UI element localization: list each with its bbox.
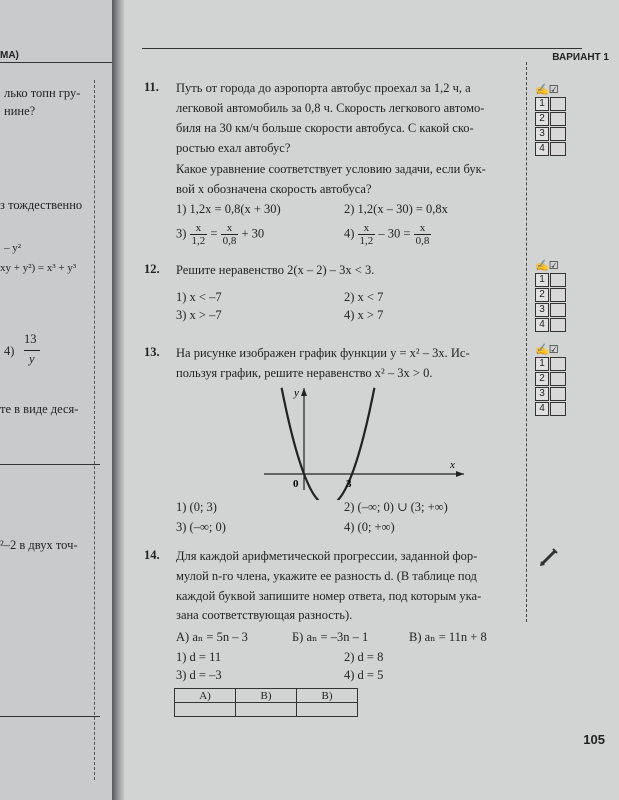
fraction <box>358 222 376 247</box>
q14-formula-b: Б) aₙ = –3n – 1 <box>292 630 369 644</box>
left-line: нине? <box>4 104 36 118</box>
numerator: x <box>358 222 376 235</box>
numerator: x <box>190 222 208 235</box>
choice-checkbox[interactable] <box>550 357 566 371</box>
q11-option-3 <box>176 222 264 247</box>
y-axis-label: y <box>294 387 299 399</box>
answer-cell-v[interactable] <box>297 703 358 717</box>
choice-checkbox[interactable] <box>550 372 566 386</box>
book-gutter <box>112 0 124 800</box>
left-line: – y² <box>4 242 22 254</box>
fraction <box>414 222 432 247</box>
choice-number: 1 <box>535 357 549 371</box>
choice-number: 3 <box>535 127 549 141</box>
q12-option-1: 1) x < –7 <box>176 290 222 304</box>
fraction <box>190 222 208 247</box>
x-axis-label: x <box>450 459 455 471</box>
table-header-b: В) <box>236 689 297 703</box>
left-line: лько топн гру- <box>4 86 81 100</box>
q11-line: ростью ехал автобус? <box>176 141 291 155</box>
q14-option-4: 4) d = 5 <box>344 668 384 682</box>
q14-line: каждой буквой запишите номер ответа, под которым ука- <box>176 589 482 603</box>
three-label: 3 <box>346 478 352 490</box>
choice-number: 4 <box>535 402 549 416</box>
q12-option-2: 2) x < 7 <box>344 290 384 304</box>
q11-option-2: 2) 1,2(x – 30) = 0,8x <box>344 202 448 216</box>
choice-number: 3 <box>535 387 549 401</box>
table-header-a: А) <box>175 689 236 703</box>
fraction <box>221 222 239 247</box>
q14-option-2: 2) d = 8 <box>344 650 384 664</box>
choice-number: 4 <box>535 318 549 332</box>
choice-checkbox[interactable] <box>550 273 566 287</box>
answer-box-q12 <box>535 258 569 333</box>
choice-checkbox[interactable] <box>550 402 566 416</box>
q11-number: 11. <box>144 80 159 94</box>
q11-option-1: 1) 1,2x = 0,8(x + 30) <box>176 202 281 216</box>
choice-number: 3 <box>535 303 549 317</box>
q14-line: Для каждой арифметической прогрессии, заданной фор- <box>176 549 478 563</box>
option-label: 3) <box>176 226 187 241</box>
q12-text: Решите неравенство 2(x – 2) – 3x < 3. <box>176 263 375 277</box>
choice-number: 2 <box>535 372 549 386</box>
left-divider <box>0 464 100 465</box>
q11-option-4 <box>344 222 431 247</box>
q14-formula-v: В) aₙ = 11n + 8 <box>409 630 487 644</box>
left-dashed-line <box>94 80 95 780</box>
answer-column-divider <box>526 62 527 622</box>
choice-checkbox[interactable] <box>550 303 566 317</box>
left-line: 4) <box>4 344 15 358</box>
answer-box-q11 <box>535 82 569 157</box>
q12-option-4: 4) x > 7 <box>344 308 384 322</box>
choice-checkbox[interactable] <box>550 112 566 126</box>
equals: = <box>210 226 218 241</box>
q14-number: 14. <box>144 548 160 562</box>
pencil-check-icon: ✍☑ <box>535 83 559 96</box>
left-line: xy + y²) = x³ + y³ <box>0 262 77 274</box>
parabola-graph <box>254 380 474 500</box>
q14-line: мулой n-го члена, укажите ее разность d. (В таблице под <box>176 569 477 583</box>
denominator: 0,8 <box>222 235 237 247</box>
left-fraction-bar <box>24 350 40 351</box>
q12-option-3: 3) x > –7 <box>176 308 222 322</box>
left-line: те в виде деся- <box>0 402 79 416</box>
left-page <box>0 0 112 800</box>
answer-cell-b[interactable] <box>236 703 297 717</box>
choice-checkbox[interactable] <box>550 127 566 141</box>
option-tail: + 30 <box>241 226 265 241</box>
pencil-check-icon: ✍☑ <box>535 259 559 272</box>
left-line: з тождественно <box>0 198 83 212</box>
pencil-icon <box>538 546 560 568</box>
answer-cell-a[interactable] <box>175 703 236 717</box>
choice-checkbox[interactable] <box>550 142 566 156</box>
q11-line: биля на 30 км/ч больше скорости автобуса. С какой ско- <box>176 121 474 135</box>
q14-answer-table <box>174 688 358 717</box>
choice-checkbox[interactable] <box>550 318 566 332</box>
q14-option-1: 1) d = 11 <box>176 650 222 664</box>
q13-option-3: 3) (–∞; 0) <box>176 520 226 534</box>
q13-line: На рисунке изображен график функции y = x² – 3x. Ис- <box>176 346 470 360</box>
choice-checkbox[interactable] <box>550 288 566 302</box>
denominator: 1,2 <box>359 235 374 247</box>
origin-label: 0 <box>293 478 299 490</box>
q13-option-1: 1) (0; 3) <box>176 500 217 514</box>
left-line: y <box>29 352 35 366</box>
q13-number: 13. <box>144 345 160 359</box>
variant-label: ВАРИАНТ 1 <box>552 52 609 63</box>
right-page <box>124 0 619 800</box>
left-header: МА) <box>0 50 19 61</box>
q12-number: 12. <box>144 262 160 276</box>
choice-checkbox[interactable] <box>550 387 566 401</box>
option-label: 4) <box>344 226 355 241</box>
pencil-check-icon: ✍☑ <box>535 343 559 356</box>
choice-checkbox[interactable] <box>550 97 566 111</box>
choice-number: 2 <box>535 288 549 302</box>
x-axis-arrow <box>456 471 464 477</box>
numerator: x <box>414 222 432 235</box>
q14-line: зана соответствующая разность). <box>176 608 353 622</box>
choice-number: 1 <box>535 273 549 287</box>
q11-line: Какое уравнение соответствует условию задачи, если бук- <box>176 162 486 176</box>
q13-option-2: 2) (–∞; 0) ∪ (3; +∞) <box>344 500 448 514</box>
option-mid: – 30 = <box>378 226 411 241</box>
left-header-rule <box>0 62 112 63</box>
denominator: 0,8 <box>415 235 430 247</box>
left-line: 13 <box>24 332 37 346</box>
page-number: 105 <box>583 732 605 747</box>
page-header-rule <box>142 48 582 49</box>
y-axis-arrow <box>301 388 307 396</box>
table-header-v: В) <box>297 689 358 703</box>
denominator: 1,2 <box>191 235 206 247</box>
q13-option-4: 4) (0; +∞) <box>344 520 395 534</box>
choice-number: 2 <box>535 112 549 126</box>
q11-line: вой x обозначена скорость автобуса? <box>176 182 372 196</box>
q14-option-3: 3) d = –3 <box>176 668 222 682</box>
choice-number: 4 <box>535 142 549 156</box>
q11-line: легковой автомобиль за 0,8 ч. Скорость легкового автомо- <box>176 101 485 115</box>
answer-box-q13 <box>535 342 569 417</box>
numerator: x <box>221 222 239 235</box>
q13-line: пользуя график, решите неравенство x² – 3x > 0. <box>176 366 433 380</box>
q14-formula-a: А) aₙ = 5n – 3 <box>176 630 248 644</box>
q11-line: Путь от города до аэропорта автобус проехал за 1,2 ч, а <box>176 81 471 95</box>
choice-number: 1 <box>535 97 549 111</box>
left-line: ²–2 в двух точ- <box>0 538 78 552</box>
left-divider <box>0 716 100 717</box>
